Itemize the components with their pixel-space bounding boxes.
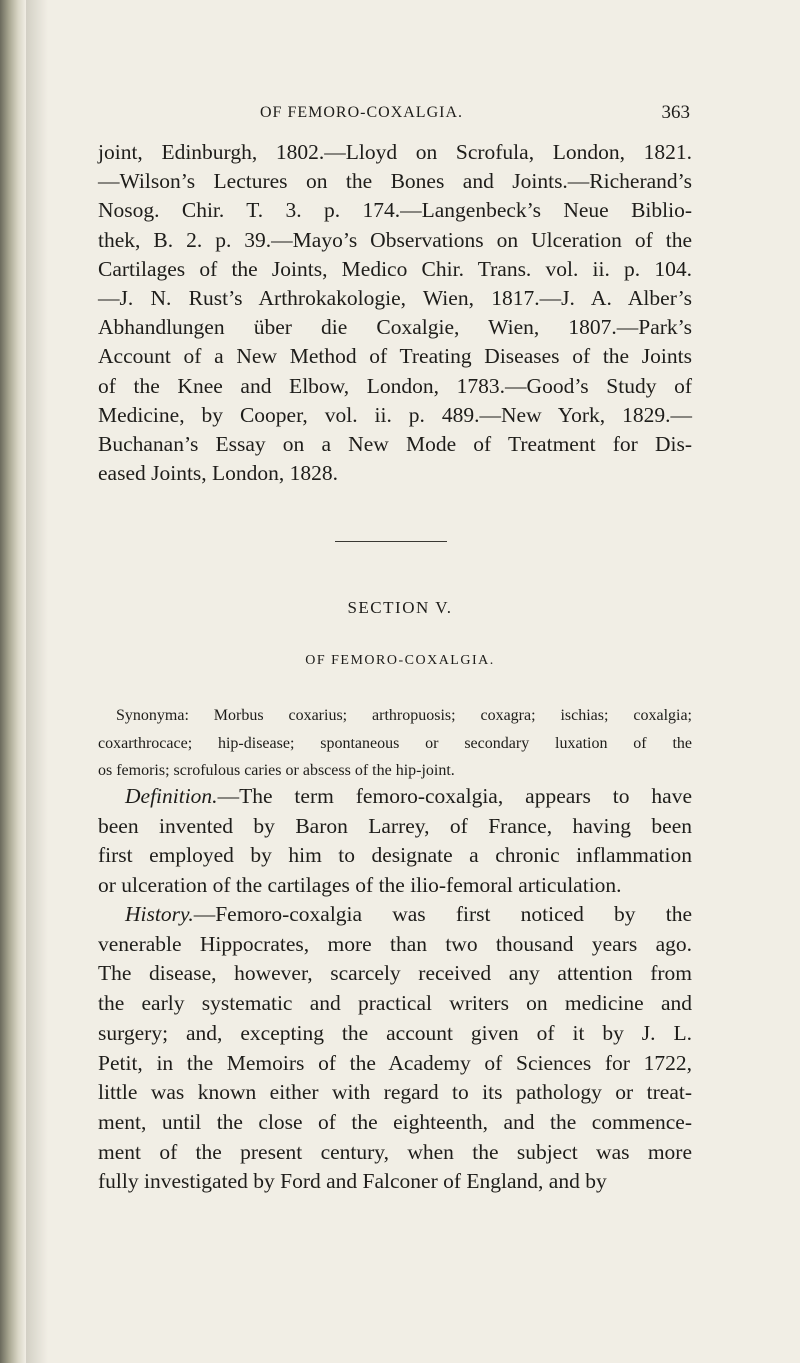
history-first-line: —Femoro-coxalgia was first noticed by the	[193, 902, 692, 926]
text-line	[98, 782, 692, 812]
text-line: Account of a New Method of Treating Diseases of the Joints	[98, 344, 692, 369]
text-line: Medicine, by Cooper, vol. ii. p. 489.—New York, 1829.—	[98, 402, 692, 427]
text-line: os femoris; scrofulous caries or abscess of the hip-joint.	[98, 762, 455, 779]
running-title: OF FEMORO-COXALGIA.	[260, 104, 464, 121]
text-line: venerable Hippocrates, more than two thousand years ago.	[98, 931, 692, 956]
text-line: coxarthrocace; hip-disease; spontaneous or secondary luxation of the	[98, 734, 692, 752]
definition-first-line: —The term femoro-coxalgia, appears to have	[217, 784, 692, 808]
references-paragraph	[98, 138, 692, 488]
text-line: of the Knee and Elbow, London, 1783.—Good’s Study of	[98, 373, 692, 398]
text-line: joint, Edinburgh, 1802.—Lloyd on Scrofula, London, 1821.	[98, 140, 692, 164]
text-line: thek, B. 2. p. 39.—Mayo’s Observations on Ulceration of the	[98, 227, 692, 252]
text-line: fully investigated by Ford and Falconer of England, and by	[98, 1169, 607, 1194]
definition-paragraph	[98, 782, 692, 901]
text-line: Cartilages of the Joints, Medico Chir. Trans. vol. ii. p. 104.	[98, 256, 692, 281]
text-line: —Wilson’s Lectures on the Bones and Joints.—Richerand’s	[98, 169, 692, 194]
text-line: little was known either with regard to its pathology or treat-	[98, 1080, 692, 1105]
text-line: Synonyma: Morbus coxarius; arthropuosis; coxagra; ischias; coxalgia;	[116, 707, 692, 724]
text-line: ment, until the close of the eighteenth, and the commence-	[98, 1109, 692, 1134]
text-line: first employed by him to designate a chronic inflammation	[98, 843, 692, 868]
history-paragraph	[98, 900, 692, 1197]
page-binding-edge	[0, 0, 26, 1363]
definition-label: Definition.	[125, 784, 218, 808]
text-line: the early systematic and practical writers on medicine and	[98, 991, 692, 1016]
section-subheading: OF FEMORO-COXALGIA.	[305, 653, 495, 668]
text-line: ment of the present century, when the subject was more	[98, 1139, 692, 1164]
text-line: Buchanan’s Essay on a New Mode of Treatment for Dis-	[98, 432, 692, 457]
text-line: surgery; and, excepting the account given of it by J. L.	[98, 1020, 692, 1045]
text-line: or ulceration of the cartilages of the ilio-femoral articulation.	[98, 873, 622, 898]
text-line: eased Joints, London, 1828.	[98, 461, 339, 486]
text-line: Petit, in the Memoirs of the Academy of Sciences for 1722,	[98, 1050, 692, 1075]
page-number: 363	[661, 102, 690, 123]
section-divider-rule	[335, 541, 447, 542]
text-line: The disease, however, scarcely received any attention from	[98, 961, 692, 986]
text-line: Abhandlungen über die Coxalgie, Wien, 1807.—Park’s	[98, 315, 692, 340]
running-header	[260, 104, 690, 128]
page-binding-shadow	[26, 0, 48, 1363]
section-heading: SECTION V.	[347, 598, 453, 617]
text-line: been invented by Baron Larrey, of France, having been	[98, 813, 692, 838]
synonyma-paragraph	[98, 702, 692, 785]
text-line: —J. N. Rust’s Arthrokakologie, Wien, 1817.—J. A. Alber’s	[98, 286, 692, 311]
text-line: Nosog. Chir. T. 3. p. 174.—Langenbeck’s Neue Biblio-	[98, 198, 692, 223]
history-label: History.	[125, 902, 194, 926]
text-line	[98, 900, 692, 930]
